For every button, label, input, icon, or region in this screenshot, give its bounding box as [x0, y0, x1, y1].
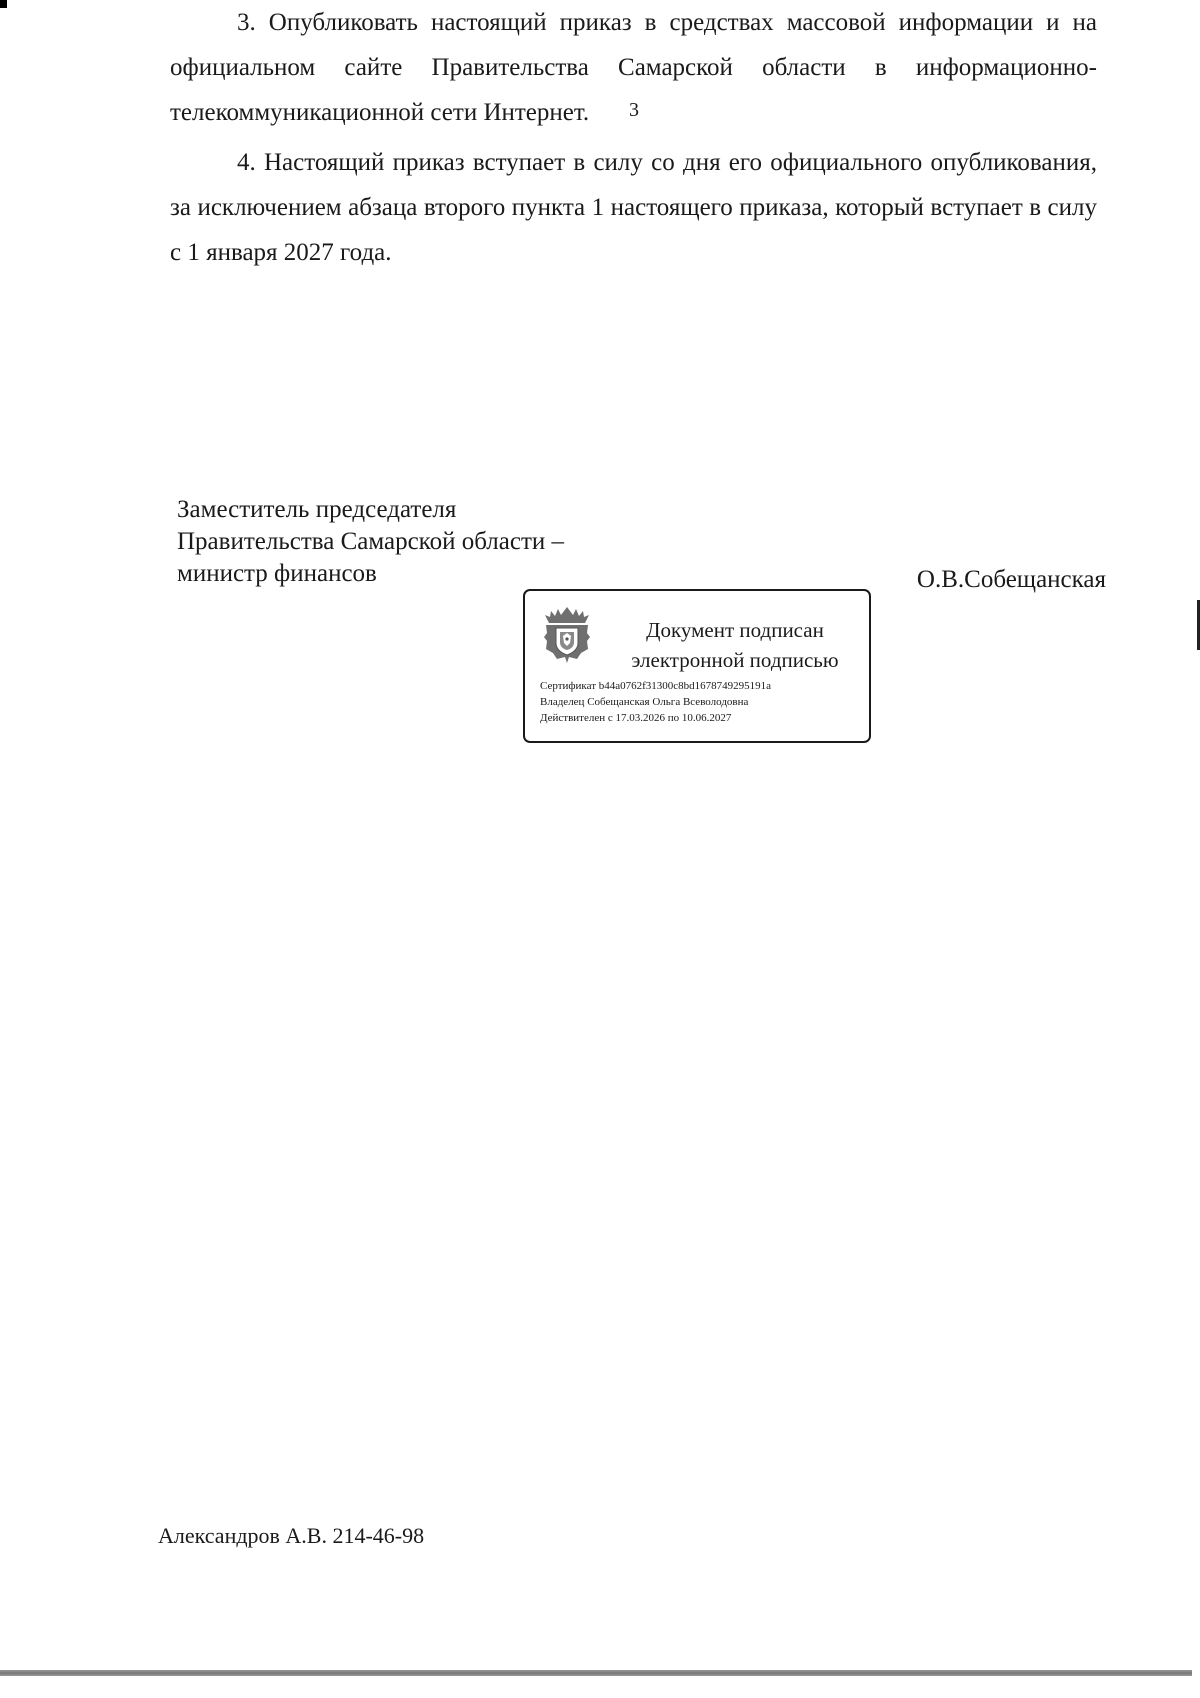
stamp-title-line: электронной подписью — [631, 648, 839, 672]
position-line: Правительства Самарской области – — [177, 528, 565, 555]
position-line: Заместитель председателя — [177, 496, 457, 523]
position-line: министр финансов — [177, 560, 377, 587]
signatory-position — [177, 494, 564, 590]
paragraph-3: 3. Опубликовать настоящий приказ в средствах массовой информации и на официальном сайте Правительства Самарской области в информационно-телекоммуникационной сети Интернет. — [170, 9, 1097, 126]
scan-corner-mark — [0, 0, 7, 8]
signatory-name: О.В.Собещанская — [916, 566, 1106, 593]
paragraph-4: 4. Настоящий приказ вступает в силу со дня его официального опубликования, за исключением абзаца второго пункта 1 настоящего приказа, который вступает в силу с 1 января 2027 года. — [170, 149, 1097, 266]
stamp-title — [617, 615, 853, 675]
executor-contact: Александров А.В. 214-46-98 — [158, 1523, 425, 1548]
coat-of-arms-emblem-icon — [543, 603, 591, 665]
stamp-certificate: Сертификат b44a0762f31300c8bd1678749295191a — [540, 680, 772, 692]
page-number: 3 — [629, 99, 639, 121]
stamp-owner: Владелец Собещанская Ольга Всеволодовна — [540, 696, 749, 708]
scan-bottom-edge — [0, 1670, 1192, 1676]
e-signature-stamp — [523, 589, 871, 743]
stamp-title-line: Документ подписан — [646, 618, 824, 642]
stamp-validity: Действителен с 17.03.2026 по 10.06.2027 — [540, 712, 732, 724]
